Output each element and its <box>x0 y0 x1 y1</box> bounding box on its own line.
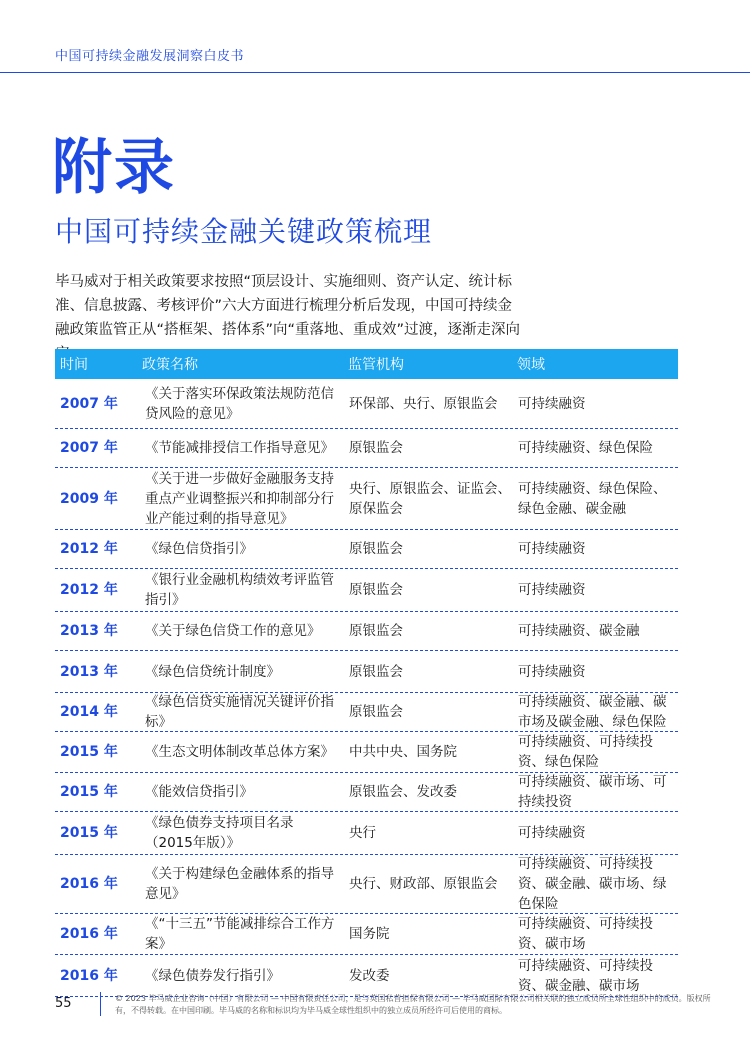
regulator-cell: 原银监会 <box>349 623 403 639</box>
table-row <box>55 379 678 429</box>
year-cell: 2016 年 <box>60 876 118 892</box>
regulator-cell: 环保部、央行、原银监会 <box>349 395 498 412</box>
field-cell: 可持续融资、碳金融、碳市场及碳金融、绿色保险 <box>518 694 667 730</box>
section-subtitle: 中国可持续金融关键政策梳理 <box>55 215 433 248</box>
regulator-cell: 央行、原银监会、证监会、原保监会 <box>349 480 511 517</box>
field-cell: 可持续融资、可持续投资、碳金融、碳市场、绿色保险 <box>518 856 667 912</box>
policy-cell: 《能效信贷指引》 <box>145 784 253 800</box>
regulator-cell: 中共中央、国务院 <box>349 744 457 760</box>
field-cell: 可持续融资 <box>518 395 586 412</box>
column-header-field: 领域 <box>517 357 545 373</box>
field-cell: 可持续融资、可持续投资、绿色保险 <box>518 734 653 770</box>
field-cell: 可持续融资、碳市场、可持续投资 <box>518 774 667 810</box>
field-cell: 可持续融资、可持续投资、碳金融、碳市场 <box>518 957 653 994</box>
regulator-cell: 原银监会 <box>349 541 403 557</box>
regulator-cell: 原银监会 <box>349 582 403 598</box>
year-cell: 2013 年 <box>60 663 118 680</box>
table-row <box>55 569 678 612</box>
intro-paragraph: 毕马威对于相关政策要求按照“顶层设计、实施细则、资产认定、统计标准、信息披露、考核评价”六大方面进行梳理分析后发现，中国可持续金融政策监管正从“搭框架、搭体系”向“重落地、重成效”过渡，逐渐走深向 <box>55 274 521 338</box>
table-row <box>55 914 678 955</box>
policy-cell: 《关于构建绿色金融体系的指导意见》 <box>145 866 334 902</box>
year-cell: 2014 年 <box>60 704 118 720</box>
appendix-title: 附录 <box>52 133 176 203</box>
year-cell: 2015 年 <box>60 744 118 760</box>
table-row <box>55 855 678 914</box>
table-row <box>55 693 678 732</box>
regulator-cell: 央行 <box>349 825 376 841</box>
table-row <box>55 773 678 812</box>
year-cell: 2016 年 <box>60 967 118 984</box>
policy-cell: 《绿色债券发行指引》 <box>145 967 280 984</box>
table-row <box>55 732 678 773</box>
year-cell: 2015 年 <box>60 825 118 841</box>
table-row <box>55 468 678 530</box>
table-row <box>55 530 678 569</box>
field-cell: 可持续融资 <box>518 825 586 841</box>
regulator-cell: 原银监会、发改委 <box>349 784 457 800</box>
copyright-notice: © 2023 毕马威企业咨询（中国）有限公司 — 中国有限责任公司，是与英国私营担保有限公司 — 毕马威国际有限公司相关联的独立成员所全球性组织中的成员。版权所有，不得转载。在中国印刷。毕马威的名称和标识均为毕马威全球性组织中的独立成员所经许可后使用的商标。 <box>115 994 711 1015</box>
policy-cell: 《关于落实环保政策法规防范信贷风险的意见》 <box>145 385 334 422</box>
field-cell: 可持续融资、绿色保险、绿色金融、碳金融 <box>518 480 667 517</box>
year-cell: 2012 年 <box>60 582 118 598</box>
field-cell: 可持续融资 <box>518 541 586 557</box>
field-cell: 可持续融资 <box>518 663 586 680</box>
year-cell: 2015 年 <box>60 784 118 800</box>
regulator-cell: 国务院 <box>349 926 390 942</box>
regulator-cell: 央行、财政部、原银监会 <box>349 876 498 892</box>
regulator-cell: 原银监会 <box>349 440 403 456</box>
regulator-cell: 原银监会 <box>349 663 403 680</box>
header-divider <box>0 72 750 73</box>
footer-divider <box>100 992 101 1016</box>
year-cell: 2013 年 <box>60 623 118 639</box>
column-header-time: 时间 <box>60 357 88 373</box>
year-cell: 2016 年 <box>60 926 118 942</box>
field-cell: 可持续融资、绿色保险 <box>518 440 653 456</box>
policy-cell: 《绿色信贷实施情况关键评价指标》 <box>145 694 334 730</box>
table-row <box>55 955 678 997</box>
field-cell: 可持续融资、碳金融 <box>518 623 640 639</box>
column-header-regulator: 监管机构 <box>348 357 404 373</box>
policy-cell: 《关于绿色信贷工作的意见》 <box>145 623 321 639</box>
year-cell: 2009 年 <box>60 490 118 507</box>
policy-cell: 《生态文明体制改革总体方案》 <box>145 744 334 760</box>
page-number: 55 <box>55 996 72 1011</box>
table-row <box>55 612 678 651</box>
policy-cell: 《绿色信贷指引》 <box>145 541 253 557</box>
policy-cell: 《关于进一步做好金融服务支持重点产业调整振兴和抑制部分行业产能过剩的指导意见》 <box>145 470 334 527</box>
year-cell: 2007 年 <box>60 440 118 456</box>
table-row <box>55 812 678 855</box>
year-cell: 2007 年 <box>60 395 118 412</box>
policy-cell: 《“十三五”节能减排综合工作方案》 <box>145 916 335 952</box>
field-cell: 可持续融资、可持续投资、碳市场 <box>518 916 653 952</box>
year-cell: 2012 年 <box>60 541 118 557</box>
column-header-policy: 政策名称 <box>142 357 198 373</box>
policy-cell: 《节能减排授信工作指导意见》 <box>145 440 334 456</box>
running-header: 中国可持续金融发展洞察白皮书 <box>55 49 245 64</box>
policy-cell: 《银行业金融机构绩效考评监管指引》 <box>145 572 334 608</box>
policy-cell: 《绿色信贷统计制度》 <box>145 663 280 680</box>
field-cell: 可持续融资 <box>518 582 586 598</box>
table-row <box>55 429 678 468</box>
table-header-row <box>55 349 678 379</box>
regulator-cell: 发改委 <box>349 967 390 984</box>
policy-cell: 《绿色债券支持项目名录（2015年版）》 <box>145 815 294 851</box>
regulator-cell: 原银监会 <box>349 704 403 720</box>
table-row <box>55 651 678 693</box>
policy-table <box>55 349 678 997</box>
